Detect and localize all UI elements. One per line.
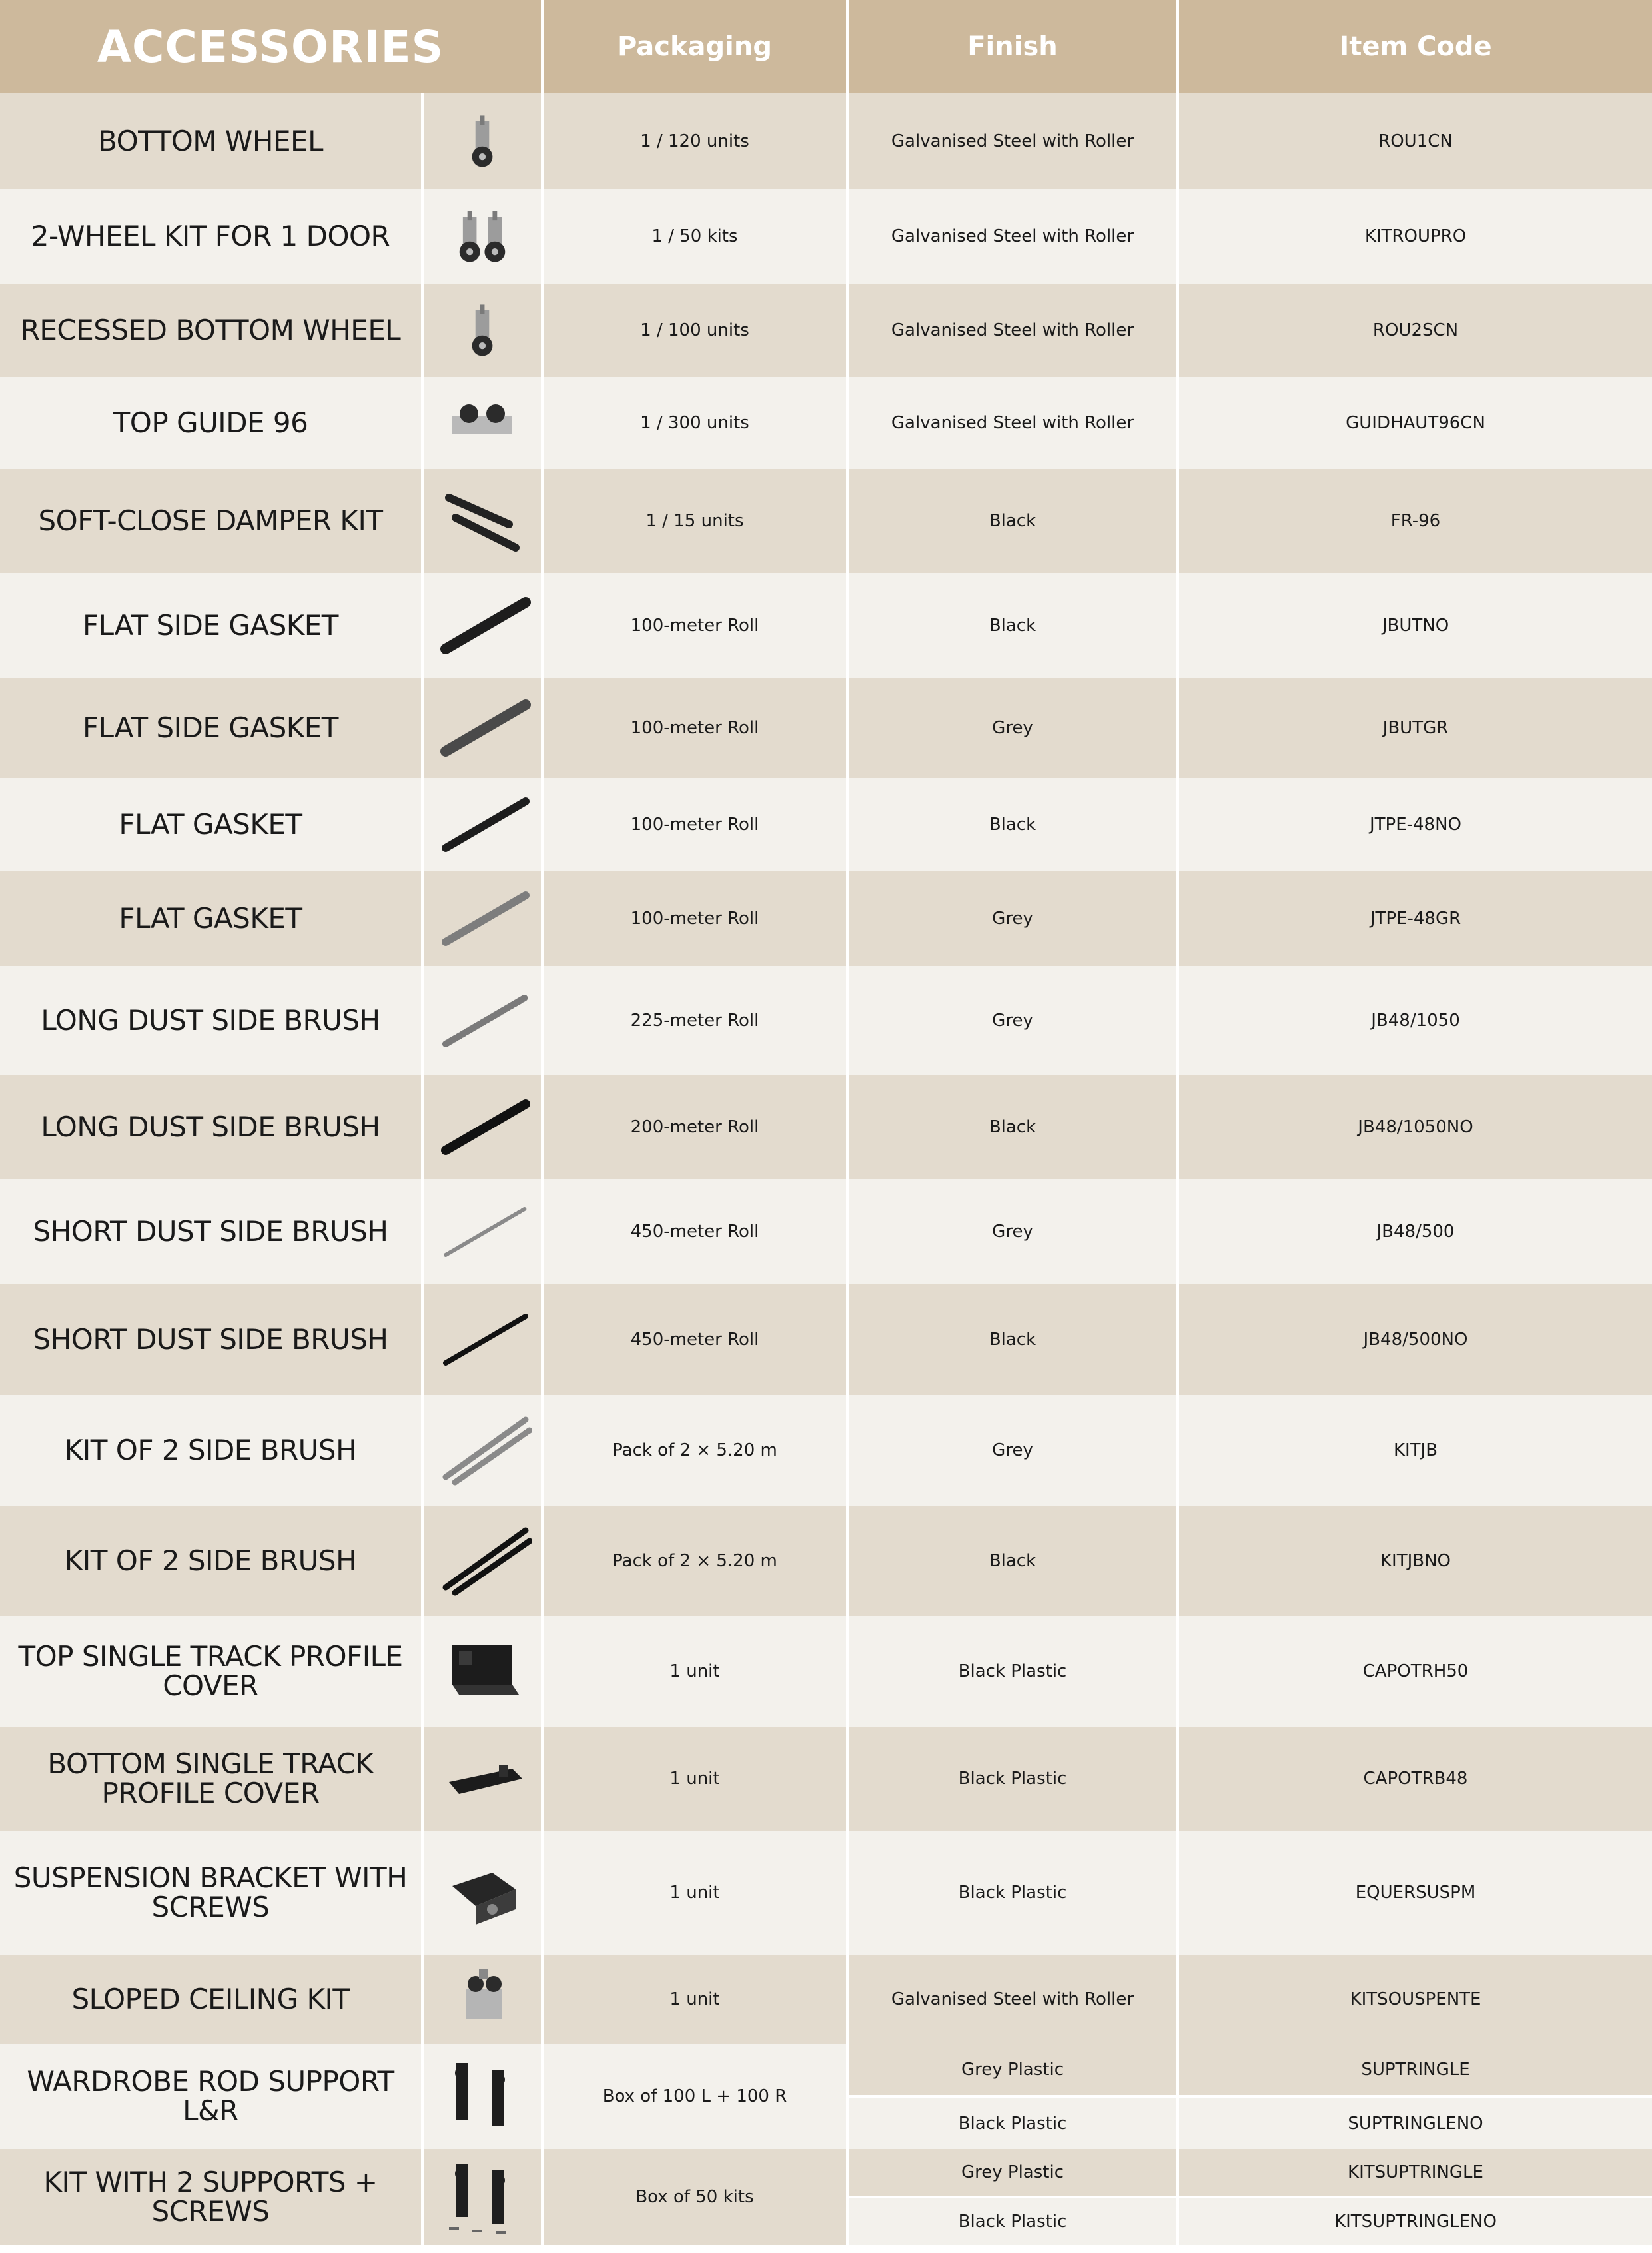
packaging-value: 100-meter Roll — [544, 573, 846, 678]
product-name: SLOPED CEILING KIT — [0, 1955, 421, 2044]
packaging-value: Box of 50 kits — [544, 2149, 846, 2245]
product-image — [424, 778, 541, 871]
item-code-value: JBUTNO — [1179, 573, 1652, 678]
finish-value: Black — [849, 1284, 1176, 1395]
packaging-value: 1 / 50 kits — [544, 189, 846, 284]
finish-value: Black — [849, 778, 1176, 871]
item-code-value: KITJBNO — [1179, 1506, 1652, 1616]
item-code-value: ROU1CN — [1179, 93, 1652, 189]
finish-value: Galvanised Steel with Roller — [849, 189, 1176, 284]
product-name: KIT OF 2 SIDE BRUSH — [0, 1506, 421, 1616]
finish-value: Grey — [849, 1179, 1176, 1284]
packaging-value: 1 unit — [544, 1955, 846, 2044]
product-image — [424, 189, 541, 284]
finish-value: Grey — [849, 1395, 1176, 1506]
product-name: TOP GUIDE 96 — [0, 377, 421, 469]
item-code-value: KITSUPTRINGLE — [1179, 2149, 1652, 2196]
item-code-value: EQUERSUSPM — [1179, 1831, 1652, 1955]
flat-gasket-grey-icon — [432, 882, 532, 955]
item-code-value: JB48/1050 — [1179, 966, 1652, 1075]
product-name: FLAT GASKET — [0, 778, 421, 871]
item-code-value: ROU2SCN — [1179, 284, 1652, 377]
product-name: KIT WITH 2 SUPPORTS + SCREWS — [0, 2149, 421, 2245]
packaging-value: 1 / 15 units — [544, 469, 846, 573]
side-gasket-black-icon — [432, 589, 532, 662]
product-name: FLAT GASKET — [0, 871, 421, 966]
recessed-wheel-icon — [442, 294, 522, 367]
item-code-value: KITSUPTRINGLENO — [1179, 2196, 1652, 2245]
item-code-value: JBUTGR — [1179, 678, 1652, 778]
top-guide-icon — [439, 390, 526, 456]
finish-value: Black Plastic — [849, 1831, 1176, 1955]
short-brush-black-icon — [432, 1303, 532, 1376]
product-name: TOP SINGLE TRACK PROFILE COVER — [0, 1616, 421, 1727]
packaging-value: 450-meter Roll — [544, 1284, 846, 1395]
long-brush-grey-icon — [432, 984, 532, 1057]
packaging-value: Box of 100 L + 100 R — [544, 2044, 846, 2149]
product-name: RECESSED BOTTOM WHEEL — [0, 284, 421, 377]
item-code-value: SUPTRINGLE — [1179, 2044, 1652, 2095]
rod-support-icon — [436, 2053, 529, 2140]
finish-values — [849, 2044, 1176, 2149]
item-code-value: JB48/500 — [1179, 1179, 1652, 1284]
finish-values — [849, 2149, 1176, 2245]
header-item-code: Item Code — [1179, 0, 1652, 93]
finish-value: Galvanised Steel with Roller — [849, 1955, 1176, 2044]
flat-gasket-black-icon — [432, 788, 532, 861]
item-code-value: CAPOTRB48 — [1179, 1727, 1652, 1831]
product-name: SHORT DUST SIDE BRUSH — [0, 1284, 421, 1395]
packaging-value: 1 unit — [544, 1831, 846, 1955]
product-name: BOTTOM SINGLE TRACK PROFILE COVER — [0, 1727, 421, 1831]
product-image — [424, 678, 541, 778]
product-image — [424, 284, 541, 377]
product-image — [424, 377, 541, 469]
finish-value: Grey Plastic — [849, 2044, 1176, 2095]
finish-value: Black — [849, 1506, 1176, 1616]
item-code-values — [1179, 2044, 1652, 2149]
product-image — [424, 1727, 541, 1831]
finish-value: Black Plastic — [849, 1616, 1176, 1727]
short-brush-grey-icon — [432, 1195, 532, 1268]
finish-value: Black — [849, 469, 1176, 573]
product-name: LONG DUST SIDE BRUSH — [0, 966, 421, 1075]
product-name: LONG DUST SIDE BRUSH — [0, 1075, 421, 1179]
brush-kit-grey-icon — [432, 1410, 532, 1490]
item-code-value: KITJB — [1179, 1395, 1652, 1506]
product-name: SUSPENSION BRACKET WITH SCREWS — [0, 1831, 421, 1955]
item-code-value: CAPOTRH50 — [1179, 1616, 1652, 1727]
product-name: FLAT SIDE GASKET — [0, 573, 421, 678]
packaging-value: 200-meter Roll — [544, 1075, 846, 1179]
item-code-value: KITSOUSPENTE — [1179, 1955, 1652, 2044]
header-finish: Finish — [849, 0, 1176, 93]
bottom-cover-icon — [432, 1742, 532, 1815]
product-image — [424, 1395, 541, 1506]
item-code-value: KITROUPRO — [1179, 189, 1652, 284]
finish-value: Grey — [849, 678, 1176, 778]
packaging-value: 100-meter Roll — [544, 871, 846, 966]
brush-kit-black-icon — [432, 1521, 532, 1601]
product-image — [424, 1506, 541, 1616]
product-image — [424, 1831, 541, 1955]
header-packaging: Packaging — [544, 0, 846, 93]
finish-value: Grey — [849, 966, 1176, 1075]
packaging-value: 1 unit — [544, 1727, 846, 1831]
product-image — [424, 1955, 541, 2044]
finish-value: Black Plastic — [849, 2196, 1176, 2245]
packaging-value: 1 unit — [544, 1616, 846, 1727]
side-gasket-grey-icon — [432, 691, 532, 765]
packaging-value: 450-meter Roll — [544, 1179, 846, 1284]
product-name: WARDROBE ROD SUPPORT L&R — [0, 2044, 421, 2149]
product-name: SHORT DUST SIDE BRUSH — [0, 1179, 421, 1284]
product-image — [424, 1616, 541, 1727]
ceiling-kit-icon — [439, 1963, 526, 2036]
product-image — [424, 1075, 541, 1179]
item-code-value: FR-96 — [1179, 469, 1652, 573]
product-name: KIT OF 2 SIDE BRUSH — [0, 1395, 421, 1506]
finish-value: Black Plastic — [849, 2095, 1176, 2149]
packaging-value: 100-meter Roll — [544, 678, 846, 778]
finish-value: Grey — [849, 871, 1176, 966]
packaging-value: 1 / 300 units — [544, 377, 846, 469]
finish-value: Black — [849, 573, 1176, 678]
product-image — [424, 966, 541, 1075]
packaging-value: 1 / 100 units — [544, 284, 846, 377]
packaging-value: 225-meter Roll — [544, 966, 846, 1075]
product-image — [424, 871, 541, 966]
header-accessories: ACCESSORIES — [0, 0, 541, 93]
finish-value: Grey Plastic — [849, 2149, 1176, 2196]
damper-kit-icon — [436, 484, 529, 558]
top-cover-icon — [432, 1631, 532, 1711]
packaging-value: 1 / 120 units — [544, 93, 846, 189]
product-name: 2-WHEEL KIT FOR 1 DOOR — [0, 189, 421, 284]
product-image — [424, 93, 541, 189]
product-image — [424, 2044, 541, 2149]
finish-value: Black Plastic — [849, 1727, 1176, 1831]
finish-value: Galvanised Steel with Roller — [849, 284, 1176, 377]
packaging-value: Pack of 2 × 5.20 m — [544, 1395, 846, 1506]
packaging-value: Pack of 2 × 5.20 m — [544, 1506, 846, 1616]
item-code-value: GUIDHAUT96CN — [1179, 377, 1652, 469]
product-image — [424, 573, 541, 678]
finish-value: Galvanised Steel with Roller — [849, 93, 1176, 189]
product-name: SOFT-CLOSE DAMPER KIT — [0, 469, 421, 573]
item-code-values — [1179, 2149, 1652, 2245]
wheel-kit-icon — [442, 200, 522, 273]
support-kit-icon — [436, 2154, 529, 2240]
product-image — [424, 469, 541, 573]
item-code-value: JTPE-48GR — [1179, 871, 1652, 966]
product-image — [424, 2149, 541, 2245]
bracket-icon — [432, 1853, 532, 1933]
item-code-value: SUPTRINGLENO — [1179, 2095, 1652, 2149]
item-code-value: JB48/1050NO — [1179, 1075, 1652, 1179]
product-image — [424, 1284, 541, 1395]
item-code-value: JB48/500NO — [1179, 1284, 1652, 1395]
item-code-value: JTPE-48NO — [1179, 778, 1652, 871]
finish-value: Black — [849, 1075, 1176, 1179]
product-name: BOTTOM WHEEL — [0, 93, 421, 189]
product-name: FLAT SIDE GASKET — [0, 678, 421, 778]
bottom-wheel-icon — [442, 105, 522, 178]
product-image — [424, 1179, 541, 1284]
long-brush-black-icon — [432, 1091, 532, 1164]
finish-value: Galvanised Steel with Roller — [849, 377, 1176, 469]
packaging-value: 100-meter Roll — [544, 778, 846, 871]
